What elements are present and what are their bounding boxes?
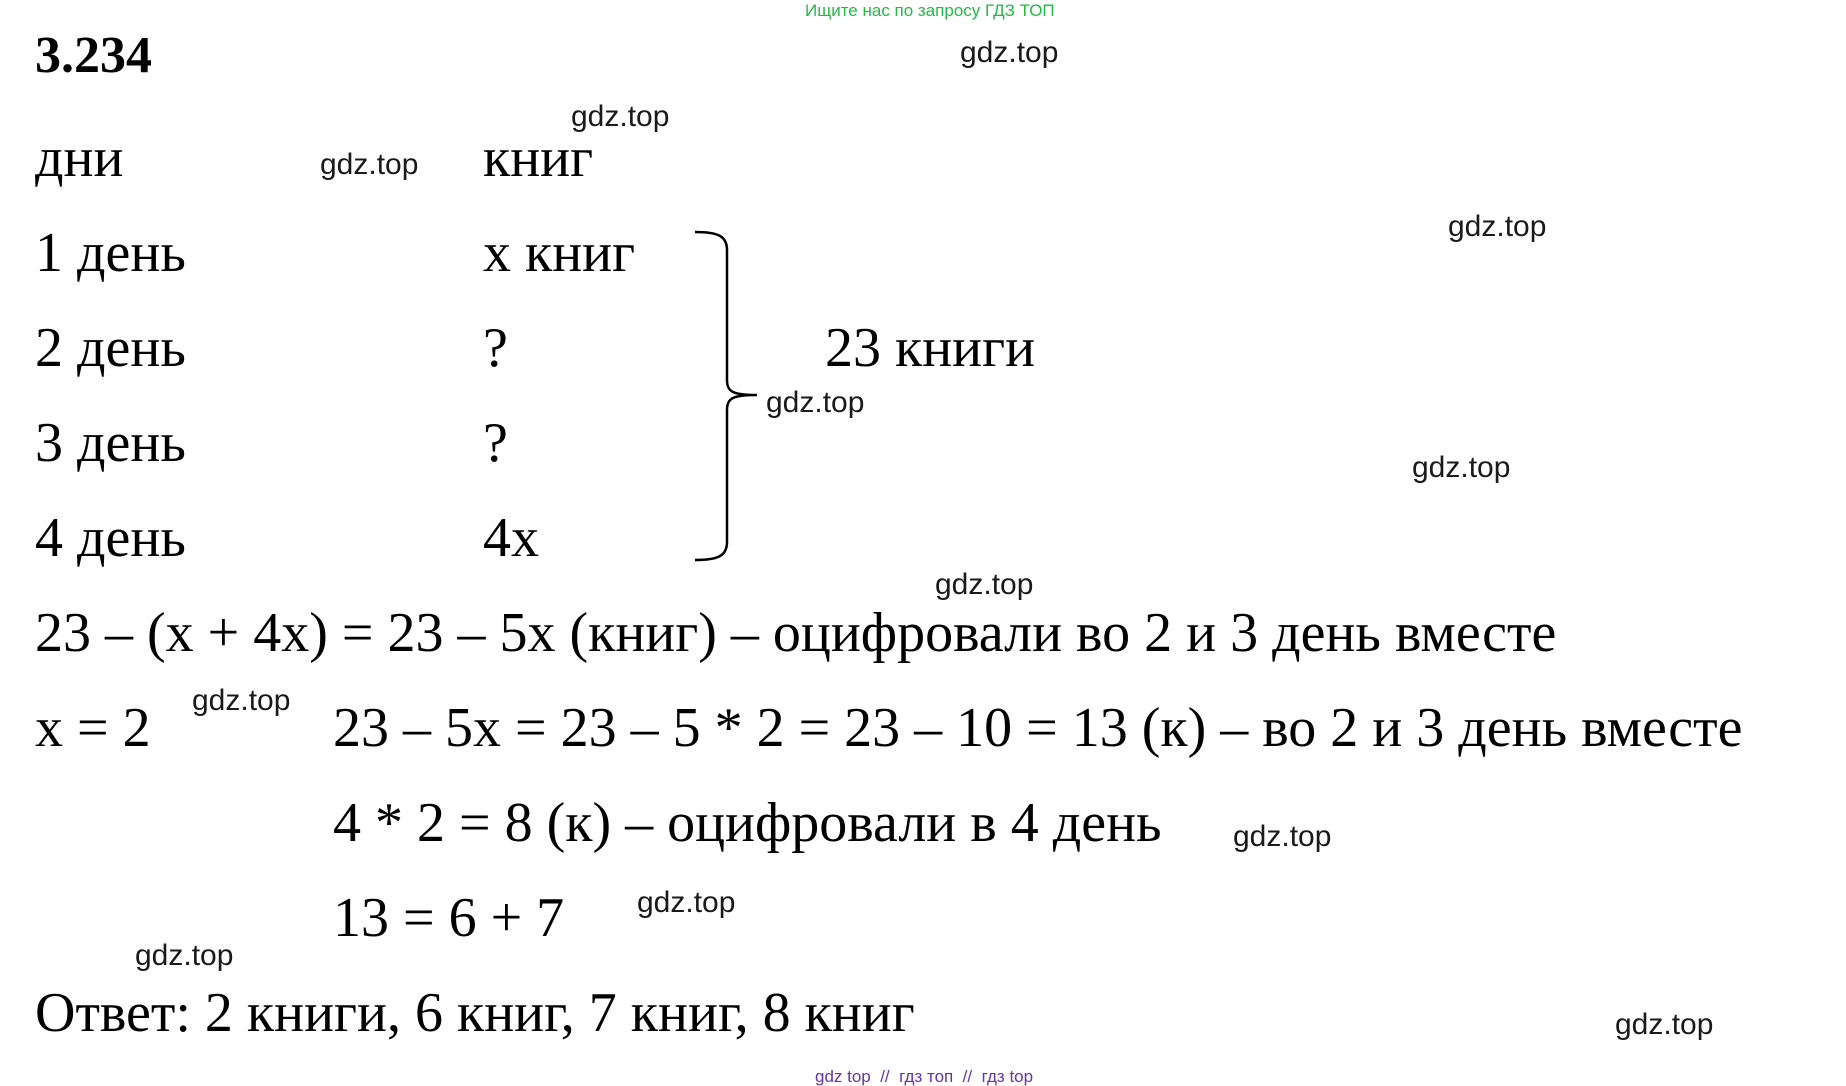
books-day-3: ?	[483, 412, 508, 474]
solution-line-3: 4 * 2 = 8 (к) – оцифровали в 4 день	[333, 792, 1162, 854]
watermark: gdz.top	[1233, 820, 1332, 853]
header-books: книг	[483, 127, 594, 189]
watermark: gdz.top	[766, 386, 865, 419]
watermark: gdz.top	[320, 148, 419, 181]
books-day-2: ?	[483, 317, 508, 379]
solution-line-1: 23 – (х + 4х) = 23 – 5х (книг) – оцифровали во 2 и 3 день вместе	[35, 602, 1557, 664]
day-4: 4 день	[35, 507, 186, 569]
day-2: 2 день	[35, 317, 186, 379]
books-day-1: х книг	[483, 222, 636, 284]
solution-line-2: 23 – 5х = 23 – 5 * 2 = 23 – 10 = 13 (к) – во 2 и 3 день вместе	[333, 697, 1743, 759]
day-3: 3 день	[35, 412, 186, 474]
task-number: 3.234	[35, 27, 152, 84]
day-1: 1 день	[35, 222, 186, 284]
watermark: gdz.top	[960, 36, 1059, 69]
total-books: 23 книги	[825, 317, 1036, 379]
x-value: х = 2	[35, 697, 151, 759]
watermark: gdz.top	[637, 886, 736, 919]
watermark: gdz.top	[1615, 1008, 1714, 1041]
header-days: дни	[35, 127, 124, 189]
solution-line-4: 13 = 6 + 7	[333, 887, 565, 949]
watermark: gdz.top	[935, 568, 1034, 601]
watermark: gdz.top	[192, 684, 291, 717]
bottom-banner[interactable]: gdz top // гдз топ // гдз top	[815, 1067, 1034, 1086]
watermark: gdz.top	[571, 100, 670, 133]
answer-line: Ответ: 2 книги, 6 книг, 7 книг, 8 книг	[35, 982, 915, 1044]
watermark: gdz.top	[1412, 451, 1511, 484]
watermark: gdz.top	[135, 939, 234, 972]
top-banner[interactable]: Ищите нас по запросу ГДЗ ТОП	[805, 1, 1055, 20]
watermark: gdz.top	[1448, 210, 1547, 243]
books-day-4: 4х	[483, 507, 539, 569]
